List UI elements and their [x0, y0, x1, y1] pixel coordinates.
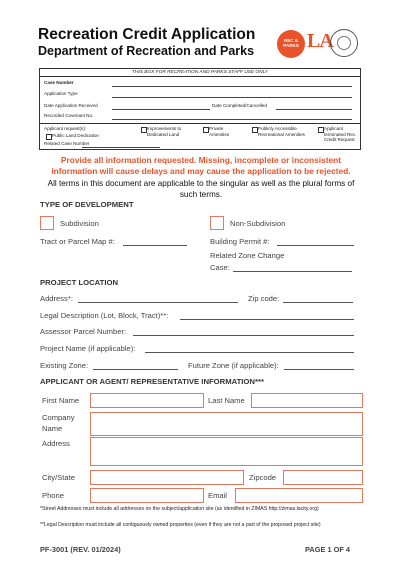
terms-notice: All terms in this document are applicable to the singular as well as the plural forms of such terms. — [47, 179, 355, 199]
city-state-input[interactable] — [90, 470, 244, 485]
application-type-label: Application Type — [44, 91, 78, 96]
non-subdivision-label: Non-Subdivision — [230, 219, 286, 228]
company-name-label-line2: Name — [42, 424, 63, 433]
date-completed-label: Date Completed/Cancelled — [212, 103, 267, 108]
date-received-label: Date Application Received — [44, 103, 98, 108]
first-name-input[interactable] — [90, 393, 204, 408]
tract-map-field[interactable] — [123, 245, 187, 246]
staff-use-box — [39, 68, 361, 150]
company-name-input[interactable] — [90, 412, 363, 436]
footnote-street-address: *Street Addresses must include all addresses on the subject/application site (as identified in ZIMAS http://zimas.lacity.org) — [40, 506, 319, 512]
recorded-covenant-label: Recorded Covenant No. — [44, 113, 94, 118]
staff-box-heading: THIS BOX FOR RECREATION AND PARKS STAFF USE ONLY — [40, 69, 360, 77]
subdivision-checkbox[interactable] — [40, 216, 54, 230]
first-name-label: First Name — [42, 396, 80, 405]
building-permit-label: Building Permit #: — [210, 237, 270, 246]
related-case-number-label: Related Case Number — [44, 141, 90, 146]
email-label: Email — [208, 491, 227, 500]
building-permit-field[interactable] — [277, 245, 354, 246]
improvements-label: Improvements to Dedicated Land — [147, 126, 182, 137]
related-zone-case-field[interactable] — [233, 271, 352, 272]
public-land-dedication-checkbox[interactable] — [46, 134, 52, 140]
department-name: Department of Recreation and Parks — [38, 44, 255, 58]
rec-parks-logo-text: REC & PARKS — [283, 38, 299, 48]
legal-description-field[interactable] — [180, 319, 354, 320]
applicant-heading: APPLICANT OR AGENT/ REPRESENTATIVE INFORMATION*** — [40, 377, 264, 386]
related-zone-case-label: Case: — [210, 263, 230, 272]
phone-input[interactable] — [90, 488, 204, 503]
rec-parks-logo — [277, 30, 305, 58]
city-state-label: City/State — [42, 473, 75, 482]
company-name-label-line1: Company — [42, 413, 75, 422]
recorded-covenant-field[interactable] — [112, 119, 352, 120]
case-number-field[interactable] — [112, 86, 352, 87]
la-logo: LA — [307, 30, 333, 52]
legal-description-label: Legal Description (Lot, Block, Tract)**: — [40, 311, 169, 320]
address-label: Address*: — [40, 294, 73, 303]
applicant-terminated-label: Applicant terminated Rec. Credit Request — [324, 126, 357, 142]
footnote-legal-description: **Legal Description must include all contiguously owned properties (even if they are not a part of the proposed project site) — [40, 522, 321, 528]
date-completed-field[interactable] — [276, 109, 352, 110]
last-name-label: Last Name — [208, 396, 245, 405]
city-seal-icon — [330, 29, 358, 57]
case-number-label: Case Number — [44, 80, 74, 85]
zip-code-field[interactable] — [283, 302, 353, 303]
staff-box-divider — [40, 123, 360, 124]
assessor-parcel-field[interactable] — [133, 335, 354, 336]
address-input-label: Address — [42, 439, 70, 448]
non-subdivision-checkbox[interactable] — [210, 216, 224, 230]
related-case-number-field[interactable] — [82, 147, 160, 148]
email-input[interactable] — [235, 488, 363, 503]
application-type-field[interactable] — [112, 97, 352, 98]
form-title: Recreation Credit Application — [38, 26, 256, 43]
existing-zone-field[interactable] — [93, 369, 178, 370]
assessor-parcel-label: Assessor Parcel Number: — [40, 327, 127, 336]
location-heading: PROJECT LOCATION — [40, 278, 119, 287]
future-zone-label: Future Zone (if applicable): — [188, 361, 279, 370]
tract-map-label: Tract or Parcel Map #: — [40, 237, 115, 246]
existing-zone-label: Existing Zone: — [40, 361, 89, 370]
phone-label: Phone — [42, 491, 64, 500]
subdivision-label: Subdivision — [60, 219, 99, 228]
zip-code-label: Zip code: — [248, 294, 280, 303]
publicly-accessible-label: Publicly Accessible Recreational Amenities — [258, 126, 305, 137]
applicant-address-input[interactable] — [90, 437, 363, 466]
zipcode-input[interactable] — [283, 470, 363, 485]
date-received-field[interactable] — [112, 109, 210, 110]
applicant-requests-label: Applicant request(s): — [44, 126, 87, 131]
project-name-field[interactable] — [145, 352, 354, 353]
related-zone-label: Related Zone Change — [210, 251, 285, 260]
warning-notice: Provide all information requested. Missing, incomplete or inconsistent information will cause delays and may cause the application to be rejected. — [51, 155, 351, 176]
project-name-label: Project Name (if applicable): — [40, 344, 136, 353]
private-amenities-label: Private Amenities — [209, 126, 230, 137]
page-indicator: PAGE 1 OF 4 — [305, 545, 351, 554]
development-heading: TYPE OF DEVELOPMENT — [40, 200, 134, 209]
address-field[interactable] — [78, 302, 238, 303]
public-land-dedication-label: Public Land Dedication — [52, 133, 99, 138]
future-zone-field[interactable] — [284, 369, 354, 370]
last-name-input[interactable] — [251, 393, 363, 408]
zipcode-label: Zipcode — [249, 473, 277, 482]
form-number: PF-3001 (REV. 01/2024) — [40, 545, 121, 554]
